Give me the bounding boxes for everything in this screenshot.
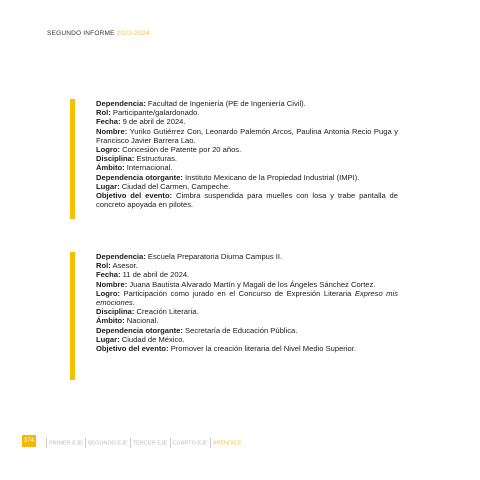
field-label: Objetivo del evento: — [96, 191, 173, 201]
field-label: Rol: — [96, 108, 111, 118]
nombre-line — [96, 127, 398, 145]
field-value-italic: Expreso mis emociones — [96, 288, 398, 308]
dependencia-line — [96, 99, 398, 108]
field-value: Juana Bautista Alvarado Martín y Magali de los Ángeles Sánchez Cortez. — [127, 279, 376, 289]
disciplina-line — [96, 307, 398, 316]
otorgante-line — [96, 173, 398, 182]
logro-line — [96, 145, 398, 154]
field-label: Ámbito: — [96, 316, 125, 326]
field-label: Dependencia: — [96, 252, 146, 261]
field-label: Logro: — [96, 288, 121, 298]
footer-link-apendice[interactable]: APÉNDICE — [212, 440, 242, 447]
running-header — [47, 30, 150, 37]
footer-divider — [130, 438, 131, 448]
header-year: 2023-2024 — [116, 30, 150, 37]
footer-divider — [170, 438, 171, 448]
footer-nav — [44, 438, 241, 448]
footer-divider — [46, 438, 47, 448]
field-value: Creación Literaria. — [134, 307, 199, 317]
field-label: Nombre: — [96, 126, 128, 136]
logro-line — [96, 289, 398, 307]
field-label: Dependencia otorgante: — [96, 325, 183, 335]
field-label: Lugar: — [96, 181, 120, 191]
field-value: Ciudad del Carmen, Campeche. — [119, 181, 231, 191]
field-value: Yuriko Gutiérrez Con, Leonardo Palemón Arcos, Paulina Antonia Recio Puga y Francisco Javier Barrera Lao. — [96, 126, 398, 145]
field-label: Logro: — [96, 145, 121, 155]
field-value: Cimbra suspendida para muelles con losa y trabe pantalla de concreto apoyada en pilotes. — [96, 191, 399, 210]
field-label: Disciplina: — [96, 307, 135, 317]
fecha-line — [96, 270, 398, 279]
field-label: Lugar: — [96, 334, 120, 344]
award-entry — [96, 99, 398, 209]
field-value-end: . — [132, 298, 135, 308]
rol-line — [96, 261, 398, 270]
header-title: SEGUNDO INFORME — [47, 30, 115, 37]
nombre-line — [96, 280, 398, 289]
footer-divider — [85, 438, 86, 448]
field-label: Ámbito: — [96, 163, 125, 173]
ambito-line — [96, 316, 398, 325]
field-label: Fecha: — [96, 117, 121, 127]
field-value: Internacional. — [124, 163, 173, 173]
field-label: Objetivo del evento: — [96, 344, 169, 354]
field-label: Nombre: — [96, 279, 128, 289]
footer-link-primer-eje[interactable]: PRIMER EJE — [49, 440, 83, 447]
objetivo-line — [96, 191, 398, 209]
entry-accent-bar — [70, 252, 75, 380]
field-value: Ciudad de México. — [119, 334, 185, 344]
disciplina-line — [96, 154, 398, 163]
field-value: Concesión de Patente por 20 años. — [120, 145, 242, 155]
field-value: 11 de abril de 2024. — [120, 270, 190, 280]
field-value: Estructuras. — [134, 154, 178, 164]
field-label: Fecha: — [96, 270, 121, 280]
field-value: Participante/galardonado. — [110, 108, 200, 118]
fecha-line — [96, 117, 398, 126]
award-entry — [96, 252, 398, 353]
field-label: Dependencia: — [96, 99, 146, 108]
page-number: 374 — [22, 435, 36, 447]
entry-accent-bar — [70, 99, 75, 219]
field-value: Instituto Mexicano de la Propiedad Industrial (IMPI). — [182, 172, 360, 182]
objetivo-line — [96, 344, 398, 353]
field-value: 9 de abril de 2024. — [120, 117, 186, 127]
footer-divider — [210, 438, 211, 448]
field-value: Facultad de Ingeniería (PE de Ingeniería Civil). — [145, 99, 306, 108]
dependencia-line — [96, 252, 398, 261]
ambito-line — [96, 163, 398, 172]
otorgante-line — [96, 326, 398, 335]
field-value: Secretaría de Educación Pública. — [182, 325, 298, 335]
rol-line — [96, 108, 398, 117]
field-label: Dependencia otorgante: — [96, 172, 183, 182]
field-value: Escuela Preparatoria Diurna Campus II. — [145, 252, 283, 261]
field-label: Disciplina: — [96, 154, 135, 164]
lugar-line — [96, 335, 398, 344]
lugar-line — [96, 182, 398, 191]
footer-link-segundo-eje[interactable]: SEGUNDO EJE — [87, 440, 128, 447]
footer-link-tercer-eje[interactable]: TERCER EJE — [132, 440, 168, 447]
field-value: Asesor. — [110, 261, 138, 271]
field-value: Participación como jurado en el Concurso de Expresión Literaria — [120, 288, 355, 298]
footer-link-cuarto-eje[interactable]: CUARTO EJE — [172, 440, 208, 447]
field-label: Rol: — [96, 261, 111, 271]
field-value: Promover la creación literaria del Nivel Medio Superior. — [168, 344, 356, 354]
field-value: Nacional. — [124, 316, 159, 326]
